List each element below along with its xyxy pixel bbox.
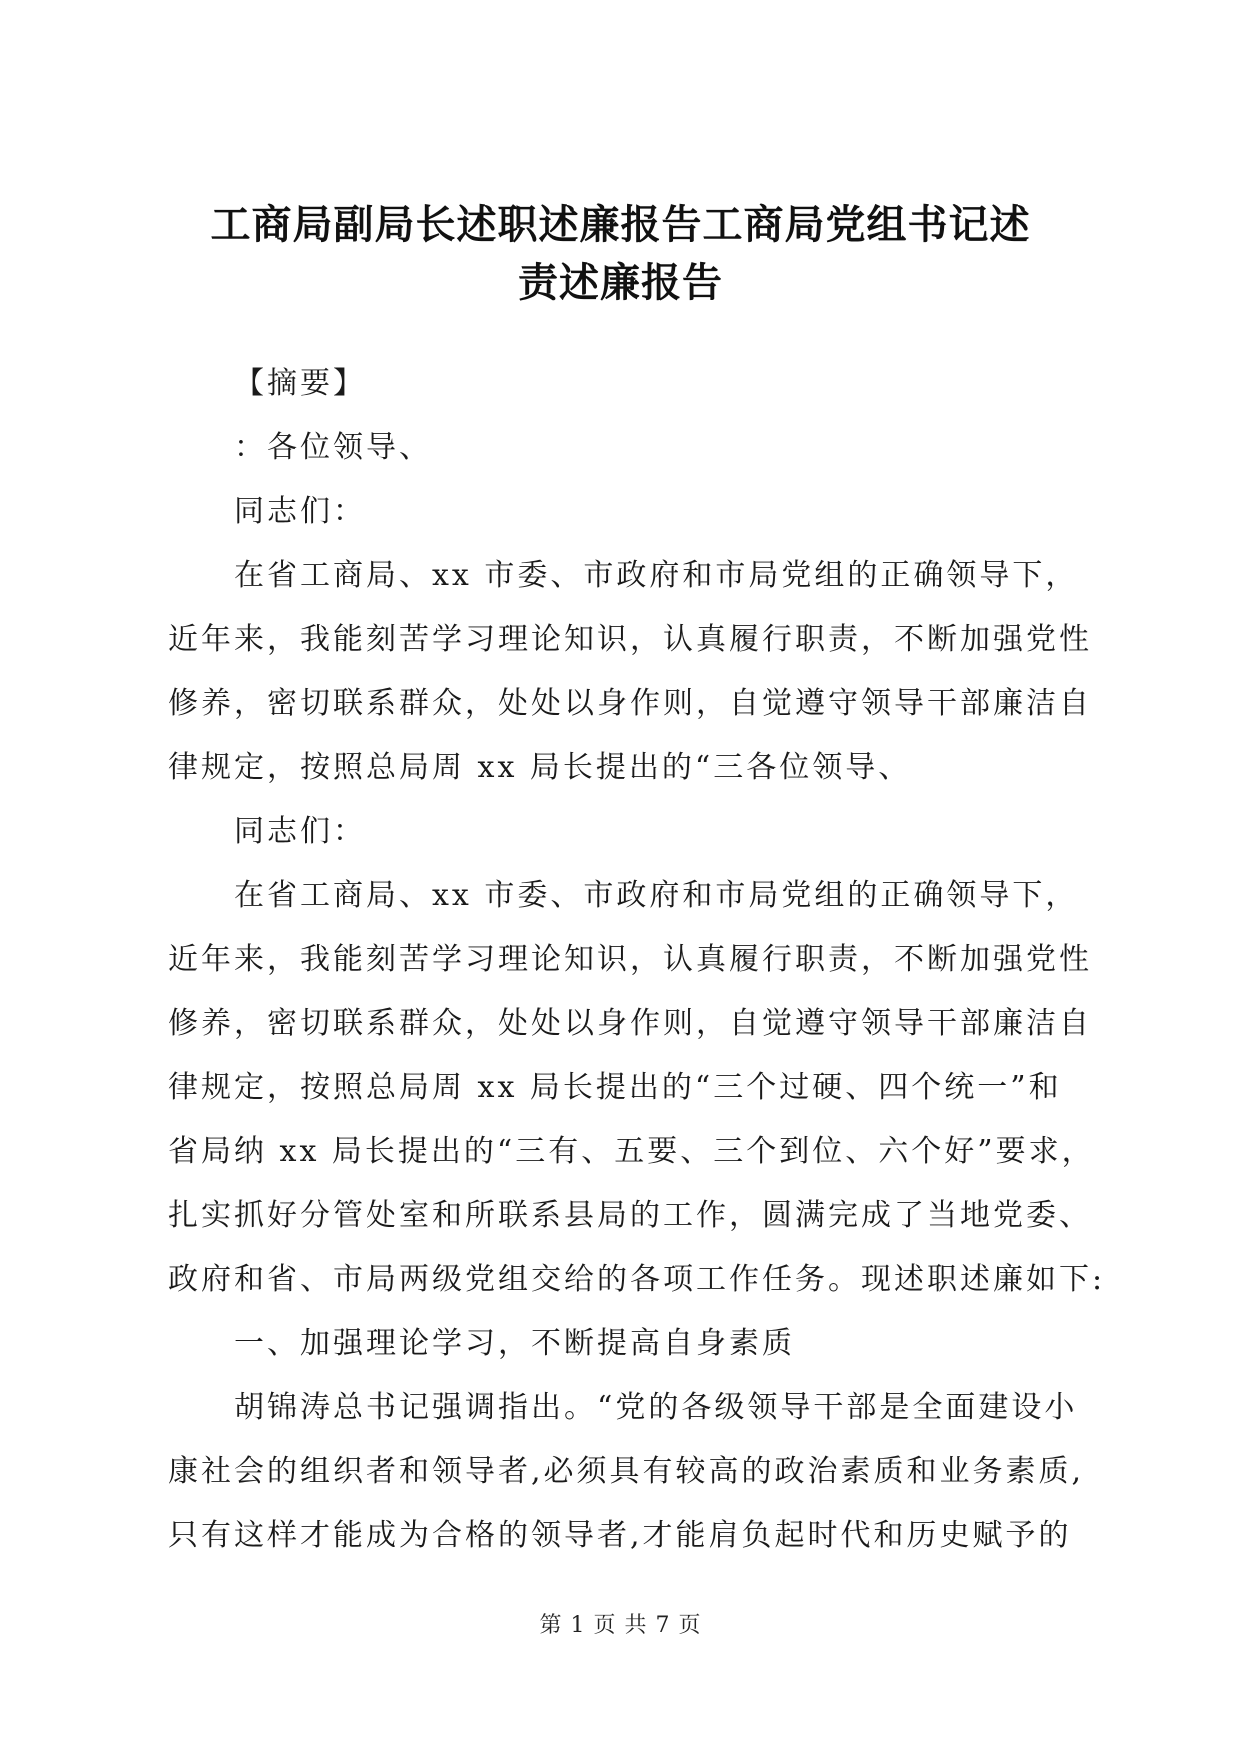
section-heading [168,1312,1098,1376]
text-line: 修养，密切联系群众，处处以身作则，自觉遵守领导干部廉洁自 [168,1006,1092,1041]
body-paragraph [168,544,1098,800]
text-line: 修养，密切联系群众，处处以身作则，自觉遵守领导干部廉洁自 [168,686,1092,721]
title-line-2: 责述廉报告 [518,259,723,306]
text-line: 在省工商局、xx 市委、市政府和市局党组的正确领导下， [234,558,1079,593]
text-line: 律规定，按照总局周 xx 局长提出的“三各位领导、 [168,750,912,785]
greeting-paragraph [168,480,1098,544]
text-line: 胡锦涛总书记强调指出。“党的各级领导干部是全面建设小 [234,1390,1078,1425]
text-line: 【摘要】 [234,366,366,401]
text-line: 近年来，我能刻苦学习理论知识，认真履行职责，不断加强党性 [168,942,1092,977]
document-title [150,196,1091,312]
body-paragraph [168,864,1106,1312]
text-line: 康社会的组织者和领导者,必须具有较高的政治素质和业务素质, [168,1454,1085,1489]
text-line: ：各位领导、 [234,430,432,465]
abstract-heading [168,352,1098,416]
document-body [168,352,1106,1568]
text-line: 省局纳 xx 局长提出的“三有、五要、三个到位、六个好”要求， [168,1134,1095,1169]
body-paragraph [168,1376,1098,1568]
text-line: 扎实抓好分管处室和所联系县局的工作，圆满完成了当地党委、 [168,1198,1092,1233]
text-line: 同志们： [234,494,366,529]
text-line: 一、加强理论学习，不断提高自身素质 [234,1326,795,1361]
text-line: 在省工商局、xx 市委、市政府和市局党组的正确领导下， [234,878,1079,913]
greeting-paragraph [168,800,1098,864]
salutation-paragraph [168,416,1098,480]
text-line: 只有这样才能成为合格的领导者,才能肩负起时代和历史赋予的 [168,1518,1072,1553]
title-line-1: 工商局副局长述职述廉报告工商局党组书记述 [210,201,1031,248]
text-line: 近年来，我能刻苦学习理论知识，认真履行职责，不断加强党性 [168,622,1092,657]
text-line: 同志们： [234,814,366,849]
text-line: 律规定，按照总局周 xx 局长提出的“三个过硬、四个统一”和 [168,1070,1062,1105]
text-line: 政府和省、市局两级党组交给的各项工作任务。现述职述廉如下: [168,1262,1106,1297]
page-footer: 第 1 页 共 7 页 [539,1613,702,1638]
